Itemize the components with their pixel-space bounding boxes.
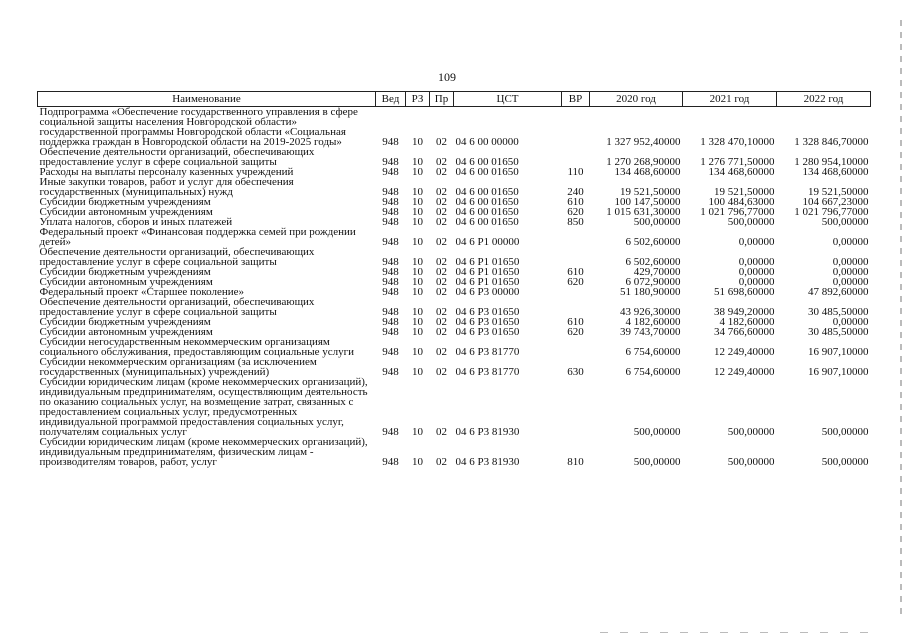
table-cell-pr: 02 bbox=[436, 216, 447, 228]
table-cell-cst: 04 6 Р1 01650 bbox=[455, 276, 520, 288]
table-cell-name: Субсидии бюджетным учреждениям bbox=[39, 266, 211, 278]
table-cell-pr: 02 bbox=[436, 286, 447, 298]
table-cell-rz: 10 bbox=[412, 276, 423, 288]
table-cell-2020: 6 754,60000 bbox=[625, 366, 681, 378]
table-cell-pr: 02 bbox=[436, 266, 447, 278]
table-cell-cst: 04 6 Р3 81930 bbox=[455, 426, 520, 438]
table-cell-pr: 02 bbox=[436, 236, 447, 248]
table-row bbox=[38, 377, 871, 437]
table-cell-pr: 02 bbox=[436, 316, 447, 328]
table-cell-cst: 04 6 Р3 01650 bbox=[455, 316, 520, 328]
table-cell-rz: 10 bbox=[412, 426, 423, 438]
table-cell-2022: 104 667,23000 bbox=[802, 196, 869, 208]
table-cell-2022: 1 280 954,10000 bbox=[794, 156, 869, 168]
table-cell-cst: 04 6 00 01650 bbox=[455, 186, 519, 198]
table-cell-name: Расходы на выплаты персоналу казенных учреждений bbox=[39, 166, 294, 178]
table-cell-2020: 500,00000 bbox=[633, 426, 681, 438]
table-cell-2020: 6 072,90000 bbox=[625, 276, 681, 288]
table-cell-2020: 4 182,60000 bbox=[625, 316, 681, 328]
table-cell-pr: 02 bbox=[436, 256, 447, 268]
table-cell-2021: 100 484,63000 bbox=[708, 196, 775, 208]
table-cell-ved: 948 bbox=[382, 326, 399, 338]
table-cell-ved: 948 bbox=[382, 286, 399, 298]
table-cell-rz: 10 bbox=[412, 196, 423, 208]
table-cell-name: Федеральный проект «Финансовая поддержка семей при рождении детей» bbox=[39, 226, 356, 248]
table-cell-2022: 500,00000 bbox=[821, 426, 869, 438]
table-cell-ved: 948 bbox=[382, 306, 399, 318]
table-cell-2020: 1 327 952,40000 bbox=[606, 136, 681, 148]
table-cell-cst: 04 6 00 01650 bbox=[455, 216, 519, 228]
table-cell-name: Уплата налогов, сборов и иных платежей bbox=[39, 216, 233, 228]
table-cell-rz: 10 bbox=[412, 286, 423, 298]
table-cell-cst: 04 6 Р3 00000 bbox=[455, 286, 520, 298]
table-cell-rz: 10 bbox=[412, 136, 423, 148]
table-cell-ved: 948 bbox=[382, 186, 399, 198]
header-2022: 2022 год bbox=[777, 92, 871, 107]
table-cell-pr: 02 bbox=[436, 166, 447, 178]
table-cell-name: Субсидии бюджетным учреждениям bbox=[39, 196, 211, 208]
table-cell-2022: 1 328 846,70000 bbox=[794, 136, 869, 148]
table-cell-2021: 0,00000 bbox=[738, 266, 775, 278]
table-cell-ved: 948 bbox=[382, 276, 399, 288]
table-cell-rz: 10 bbox=[412, 316, 423, 328]
table-cell-2020: 134 468,60000 bbox=[614, 166, 681, 178]
table-cell-pr: 02 bbox=[436, 186, 447, 198]
table-cell-2022: 0,00000 bbox=[832, 276, 869, 288]
table-cell-2021: 0,00000 bbox=[738, 256, 775, 268]
table-cell-ved: 948 bbox=[382, 206, 399, 218]
table-row bbox=[38, 177, 871, 197]
table-cell-pr: 02 bbox=[436, 196, 447, 208]
table-cell-vr: 610 bbox=[567, 196, 584, 208]
table-row bbox=[38, 227, 871, 247]
table-cell-2022: 0,00000 bbox=[832, 316, 869, 328]
header-pr: Пр bbox=[430, 92, 454, 107]
header-name: Наименование bbox=[38, 92, 376, 107]
table-cell-2021: 1 328 470,10000 bbox=[700, 136, 775, 148]
table-cell-2020: 19 521,50000 bbox=[620, 186, 681, 198]
table-cell-vr: 240 bbox=[567, 186, 584, 198]
table-cell-rz: 10 bbox=[412, 456, 423, 468]
table-cell-pr: 02 bbox=[436, 326, 447, 338]
table-cell-2021: 51 698,60000 bbox=[714, 286, 775, 298]
table-cell-pr: 02 bbox=[436, 306, 447, 318]
table-cell-2020: 39 743,70000 bbox=[620, 326, 681, 338]
table-cell-ved: 948 bbox=[382, 136, 399, 148]
table-cell-2022: 30 485,50000 bbox=[808, 306, 869, 318]
header-cst: ЦСТ bbox=[454, 92, 562, 107]
table-cell-ved: 948 bbox=[382, 216, 399, 228]
table-cell-2021: 500,00000 bbox=[727, 426, 775, 438]
table-cell-ved: 948 bbox=[382, 236, 399, 248]
table-cell-2022: 0,00000 bbox=[832, 236, 869, 248]
table-body bbox=[38, 107, 871, 468]
table-cell-vr: 810 bbox=[567, 456, 584, 468]
table-cell-rz: 10 bbox=[412, 206, 423, 218]
table-cell-pr: 02 bbox=[436, 136, 447, 148]
table-cell-vr bbox=[562, 247, 590, 267]
table-row bbox=[38, 247, 871, 267]
table-cell-2022: 19 521,50000 bbox=[808, 186, 869, 198]
table-cell-ved: 948 bbox=[382, 156, 399, 168]
table-cell-cst: 04 6 Р3 01650 bbox=[455, 326, 520, 338]
table-row bbox=[38, 337, 871, 357]
table-cell-name: Субсидии автономным учреждениям bbox=[39, 276, 213, 288]
table-row bbox=[38, 357, 871, 377]
table-cell-2020: 1 270 268,90000 bbox=[606, 156, 681, 168]
table-cell-rz: 10 bbox=[412, 366, 423, 378]
table-cell-rz: 10 bbox=[412, 306, 423, 318]
table-row bbox=[38, 147, 871, 167]
table-cell-cst: 04 6 00 01650 bbox=[455, 156, 519, 168]
budget-table bbox=[37, 91, 871, 467]
table-cell-2021: 34 766,60000 bbox=[714, 326, 775, 338]
table-cell-cst: 04 6 Р1 01650 bbox=[455, 266, 520, 278]
table-cell-vr: 850 bbox=[567, 216, 584, 228]
table-cell-pr: 02 bbox=[436, 276, 447, 288]
table-row bbox=[38, 107, 871, 148]
header-vr: ВР bbox=[562, 92, 590, 107]
table-cell-rz: 10 bbox=[412, 266, 423, 278]
table-cell-name: Субсидии некоммерческим организациям (за исключением государственных (муниципальных) учреждений) bbox=[39, 356, 317, 378]
table-cell-2020: 1 015 631,30000 bbox=[606, 206, 681, 218]
table-cell-2020: 43 926,30000 bbox=[620, 306, 681, 318]
header-ved: Вед bbox=[376, 92, 406, 107]
table-cell-cst: 04 6 Р3 81930 bbox=[455, 456, 520, 468]
table-cell-2021: 134 468,60000 bbox=[708, 166, 775, 178]
table-cell-vr bbox=[562, 107, 590, 148]
table-cell-vr: 110 bbox=[567, 166, 584, 178]
table-cell-rz: 10 bbox=[412, 346, 423, 358]
table-cell-cst: 04 6 Р3 81770 bbox=[455, 346, 520, 358]
table-cell-2021: 12 249,40000 bbox=[714, 366, 775, 378]
table-cell-rz: 10 bbox=[412, 186, 423, 198]
table-cell-name: Субсидии автономным учреждениям bbox=[39, 326, 213, 338]
header-2020: 2020 год bbox=[590, 92, 683, 107]
table-cell-ved: 948 bbox=[382, 266, 399, 278]
table-cell-ved: 948 bbox=[382, 346, 399, 358]
table-cell-pr: 02 bbox=[436, 156, 447, 168]
table-cell-rz: 10 bbox=[412, 326, 423, 338]
table-cell-ved: 948 bbox=[382, 366, 399, 378]
table-cell-pr: 02 bbox=[436, 366, 447, 378]
table-cell-ved: 948 bbox=[382, 166, 399, 178]
table-cell-rz: 10 bbox=[412, 216, 423, 228]
table-cell-2022: 16 907,10000 bbox=[808, 346, 869, 358]
table-cell-vr: 630 bbox=[567, 366, 584, 378]
table-cell-cst: 04 6 00 00000 bbox=[455, 136, 519, 148]
table-cell-vr: 610 bbox=[567, 316, 584, 328]
table-row bbox=[38, 437, 871, 467]
header-rz: РЗ bbox=[406, 92, 430, 107]
table-cell-ved: 948 bbox=[382, 426, 399, 438]
table-cell-name: Субсидии автономным учреждениям bbox=[39, 206, 213, 218]
table-cell-name: Субсидии негосударственным некоммерческим организациям социального обслуживания, предоставляющим социальные услуги bbox=[39, 336, 354, 358]
table-cell-pr: 02 bbox=[436, 426, 447, 438]
table-cell-2020: 500,00000 bbox=[633, 456, 681, 468]
table-cell-2022: 30 485,50000 bbox=[808, 326, 869, 338]
table-cell-vr bbox=[562, 377, 590, 437]
table-cell-name: Субсидии юридическим лицам (кроме некоммерческих организаций), индивидуальным предпринимателям, осуществляющим деятельность по оказанию социальных услуг, на возмещение затрат, связанных с предоставлением социальных услуг, предусмотренных индивидуальной программой предоставления социальных услуг, получателям социальных услуг bbox=[39, 376, 368, 438]
table-cell-2022: 47 892,60000 bbox=[808, 286, 869, 298]
table-cell-cst: 04 6 Р3 01650 bbox=[455, 306, 520, 318]
table-cell-name: Субсидии юридическим лицам (кроме некоммерческих организаций), индивидуальным предпринимателям, физическим лицам - производителям товаров, работ, услуг bbox=[39, 436, 368, 468]
table-cell-rz: 10 bbox=[412, 256, 423, 268]
table-cell-2020: 6 754,60000 bbox=[625, 346, 681, 358]
table-cell-2021: 1 276 771,50000 bbox=[700, 156, 775, 168]
table-cell-2022: 0,00000 bbox=[832, 256, 869, 268]
table-cell-2020: 6 502,60000 bbox=[625, 256, 681, 268]
table-cell-2021: 500,00000 bbox=[727, 456, 775, 468]
table-cell-ved: 948 bbox=[382, 316, 399, 328]
table-cell-pr: 02 bbox=[436, 346, 447, 358]
table-cell-cst: 04 6 Р3 81770 bbox=[455, 366, 520, 378]
table-cell-2021: 38 949,20000 bbox=[714, 306, 775, 318]
table-row bbox=[38, 297, 871, 317]
table-cell-2021: 19 521,50000 bbox=[714, 186, 775, 198]
table-cell-vr bbox=[562, 147, 590, 167]
table-cell-2021: 12 249,40000 bbox=[714, 346, 775, 358]
table-cell-name: Субсидии бюджетным учреждениям bbox=[39, 316, 211, 328]
table-cell-2022: 134 468,60000 bbox=[802, 166, 869, 178]
table-cell-name: Обеспечение деятельности организаций, обеспечивающих предоставление услуг в сфере социальной защиты bbox=[39, 296, 315, 318]
table-cell-pr: 02 bbox=[436, 206, 447, 218]
scan-noise bbox=[600, 632, 870, 633]
table-cell-vr: 620 bbox=[567, 206, 584, 218]
table-cell-vr bbox=[562, 287, 590, 297]
table-cell-vr bbox=[562, 227, 590, 247]
table-cell-rz: 10 bbox=[412, 166, 423, 178]
table-cell-2022: 16 907,10000 bbox=[808, 366, 869, 378]
table-cell-rz: 10 bbox=[412, 156, 423, 168]
table-cell-2021: 0,00000 bbox=[738, 236, 775, 248]
table-cell-vr: 620 bbox=[567, 276, 584, 288]
table-cell-2022: 0,00000 bbox=[832, 266, 869, 278]
table-cell-ved: 948 bbox=[382, 456, 399, 468]
table-cell-cst: 04 6 Р1 00000 bbox=[455, 236, 520, 248]
table-cell-vr: 610 bbox=[567, 266, 584, 278]
table-cell-vr: 620 bbox=[567, 326, 584, 338]
table-cell-2020: 429,70000 bbox=[633, 266, 681, 278]
table-cell-2021: 1 021 796,77000 bbox=[700, 206, 775, 218]
table-header-row bbox=[38, 92, 871, 107]
table-cell-2021: 0,00000 bbox=[738, 276, 775, 288]
table-cell-2021: 4 182,60000 bbox=[719, 316, 775, 328]
table-cell-name: Обеспечение деятельности организаций, обеспечивающих предоставление услуг в сфере социальной защиты bbox=[39, 146, 315, 168]
table-cell-cst: 04 6 00 01650 bbox=[455, 166, 519, 178]
table-cell-2022: 1 021 796,77000 bbox=[794, 206, 869, 218]
table-cell-2020: 500,00000 bbox=[633, 216, 681, 228]
table-cell-cst: 04 6 Р1 01650 bbox=[455, 256, 520, 268]
table-cell-2020: 51 180,90000 bbox=[620, 286, 681, 298]
header-2021: 2021 год bbox=[683, 92, 777, 107]
table-cell-2022: 500,00000 bbox=[821, 216, 869, 228]
table-cell-cst: 04 6 00 01650 bbox=[455, 206, 519, 218]
table-cell-2021: 500,00000 bbox=[727, 216, 775, 228]
table-cell-vr bbox=[562, 297, 590, 317]
table-cell-name: Подпрограмма «Обеспечение государственного управления в сфере социальной защиты населения Новгородской области» государственной программы Новгородской области «Социальная поддержка граждан в Новгородской области на 2019-2025 годы» bbox=[39, 106, 358, 148]
table-cell-rz: 10 bbox=[412, 236, 423, 248]
table-cell-ved: 948 bbox=[382, 256, 399, 268]
table-cell-cst: 04 6 00 01650 bbox=[455, 196, 519, 208]
table-cell-ved: 948 bbox=[382, 196, 399, 208]
table-cell-name: Обеспечение деятельности организаций, обеспечивающих предоставление услуг в сфере социальной защиты bbox=[39, 246, 315, 268]
table-cell-2020: 100 147,50000 bbox=[614, 196, 681, 208]
table-cell-vr bbox=[562, 337, 590, 357]
page-number: 109 bbox=[438, 70, 456, 84]
scan-edge bbox=[900, 20, 902, 620]
table-cell-name: Иные закупки товаров, работ и услуг для обеспечения государственных (муниципальных) нужд bbox=[39, 176, 294, 198]
table-cell-name: Федеральный проект «Старшее поколение» bbox=[39, 286, 245, 298]
table-cell-2020: 6 502,60000 bbox=[625, 236, 681, 248]
table-cell-pr: 02 bbox=[436, 456, 447, 468]
table-cell-2022: 500,00000 bbox=[821, 456, 869, 468]
